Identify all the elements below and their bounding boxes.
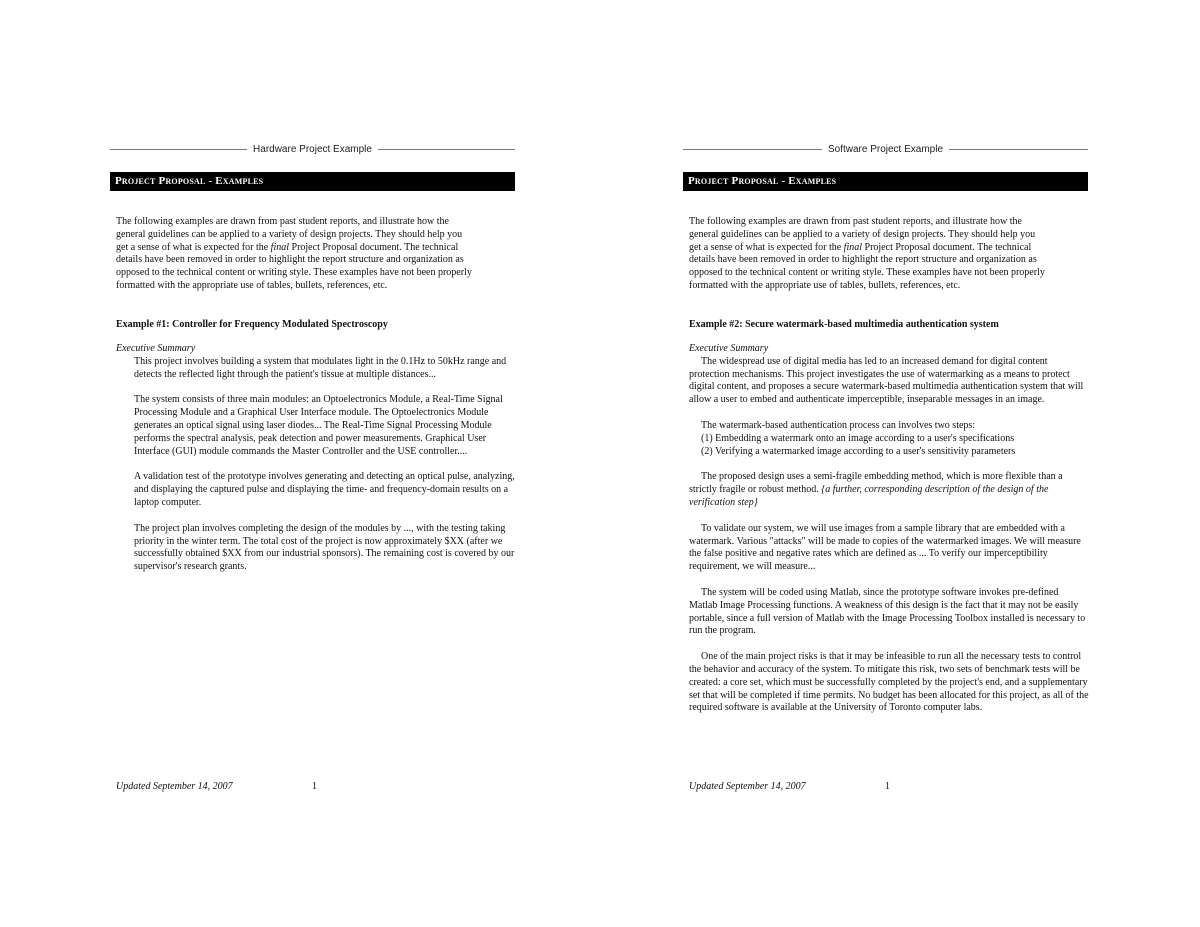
page-number: 1	[885, 781, 890, 792]
page-hardware-example	[110, 0, 520, 927]
steps-intro: The watermark-based authentication process can involves two steps:	[701, 419, 976, 431]
page-footer	[689, 781, 1089, 792]
header-rule-left	[683, 149, 822, 150]
intro-line: get a sense of what is expected for the	[689, 241, 844, 253]
paragraph-note: {a further, corresponding description of the design of the verification step}	[689, 484, 1049, 508]
intro-line: opposed to the technical content or writing style. These examples have not been properly	[116, 267, 472, 279]
header-rule-right	[378, 149, 515, 150]
intro-line: Project Proposal document. The technical	[862, 241, 1032, 253]
summary-paragraph: The widespread use of digital media has led to an increased demand for digital content protection mechanisms. This project investigates the use of watermarking as a means to protect digital content, and proposes a secure watermark-based multimedia authentication system that will allow a user to embed and authenticate imperceptible, inseparable messages in an image.	[689, 355, 1084, 406]
intro-line: formatted with the appropriate use of tables, bullets, references, etc.	[116, 279, 388, 291]
summary-paragraph: A validation test of the prototype involves generating and detecting an optical pulse, analyzing, and displaying the captured pulse and displaying the time- and frequency-domain results on a laptop computer.	[134, 471, 515, 508]
summary-label: Executive Summary	[116, 343, 196, 354]
section-title: Project Proposal - Examples	[683, 172, 1088, 191]
example-heading: Example #2: Secure watermark-based multimedia authentication system	[689, 319, 999, 330]
intro-line: details have been removed in order to highlight the report structure and organization as	[116, 254, 464, 266]
intro-line: general guidelines can be applied to a variety of design projects. They should help you	[116, 228, 463, 240]
footer-date: Updated September 14, 2007	[116, 781, 233, 792]
intro-line: opposed to the technical content or writing style. These examples have not been properly	[689, 267, 1045, 279]
summary-paragraph: The system will be coded using Matlab, since the prototype software invokes pre-defined Matlab Image Processing functions. A weakness of this design is the fact that it may not be easily portable, since a full version of Matlab with the Image Processing Toolbox installed is necessary to run the program.	[689, 586, 1086, 637]
example-heading: Example #1: Controller for Frequency Modulated Spectroscopy	[116, 319, 388, 330]
summary-paragraph: The system consists of three main modules: an Optoelectronics Module, a Real-Time Signal Processing Module and a Graphical User Interface module. The Optoelectronics Module generates an optical signal using laser diodes... The Real-Time Signal Processing Module performs the spectral analysis, peak detection and power measurements. Graphical User Interface (GUI) module commands the Master Controller and the USE controller....	[134, 394, 503, 457]
steps-block	[689, 420, 1089, 458]
intro-line: general guidelines can be applied to a variety of design projects. They should help you	[689, 228, 1036, 240]
page-number: 1	[312, 781, 317, 792]
page-header	[683, 141, 1088, 157]
page-software-example	[683, 0, 1093, 927]
summary-paragraph: One of the main project risks is that it may be infeasible to run all the necessary tests to control the behavior and accuracy of the system. To mitigate this risk, two sets of benchmark tests will be created: a core set, which must be successfully completed by the project's end, and a supplementary set that will be completed if time permits. No budget has been allocated for this project, as all of the required software is available at the University of Toronto computer labs.	[689, 651, 1089, 714]
footer-date: Updated September 14, 2007	[689, 781, 806, 792]
intro-line: get a sense of what is expected for the	[116, 241, 271, 253]
intro-emphasis: final	[270, 241, 290, 253]
page-header	[110, 141, 515, 157]
intro-line: Project Proposal document. The technical	[289, 241, 459, 253]
header-rule-right	[949, 149, 1088, 150]
section-title: Project Proposal - Examples	[110, 172, 515, 191]
intro-emphasis: final	[843, 241, 863, 253]
summary-label: Executive Summary	[689, 343, 769, 354]
intro-paragraph	[689, 216, 1089, 293]
header-text: Hardware Project Example	[253, 143, 372, 155]
paragraph-text: The proposed design uses a semi-fragile embedding method, which is more flexible than a strictly fragile or robust method.	[689, 471, 1063, 496]
page-footer	[116, 781, 516, 792]
summary-paragraph: This project involves building a system that modulates light in the 0.1Hz to 50kHz range and detects the reflected light through the patient's tissue at multiple distances...	[134, 355, 507, 380]
summary-paragraph: To validate our system, we will use images from a sample library that are embedded with a watermark. Various "attacks" will be made to copies of the watermarked images. We will measure the false positive and negative rates which are defined as ... To verify our imperceptibility requirement, we will measure...	[689, 522, 1081, 573]
header-text: Software Project Example	[827, 143, 944, 155]
intro-line: The following examples are drawn from past student reports, and illustrate how the	[689, 216, 1022, 227]
executive-summary	[116, 343, 516, 587]
summary-paragraph	[689, 471, 1089, 509]
intro-paragraph	[116, 216, 516, 293]
intro-line: formatted with the appropriate use of tables, bullets, references, etc.	[689, 279, 961, 291]
intro-line: The following examples are drawn from past student reports, and illustrate how the	[116, 216, 449, 227]
header-rule-left	[110, 149, 247, 150]
step-item: (2) Verifying a watermarked image according to a user's sensitivity parameters	[701, 445, 1016, 457]
summary-paragraph: The project plan involves completing the design of the modules by ..., with the testing taking priority in the winter term. The total cost of the project is now approximately $XX (after we successfully obtained $XX from our industrial sponsors). The remaining cost is covered by our supervisor's research grants.	[134, 522, 515, 573]
intro-line: details have been removed in order to highlight the report structure and organization as	[689, 254, 1037, 266]
step-item: (1) Embedding a watermark onto an image according to a user's specifications	[701, 432, 1015, 444]
executive-summary	[689, 343, 1089, 728]
